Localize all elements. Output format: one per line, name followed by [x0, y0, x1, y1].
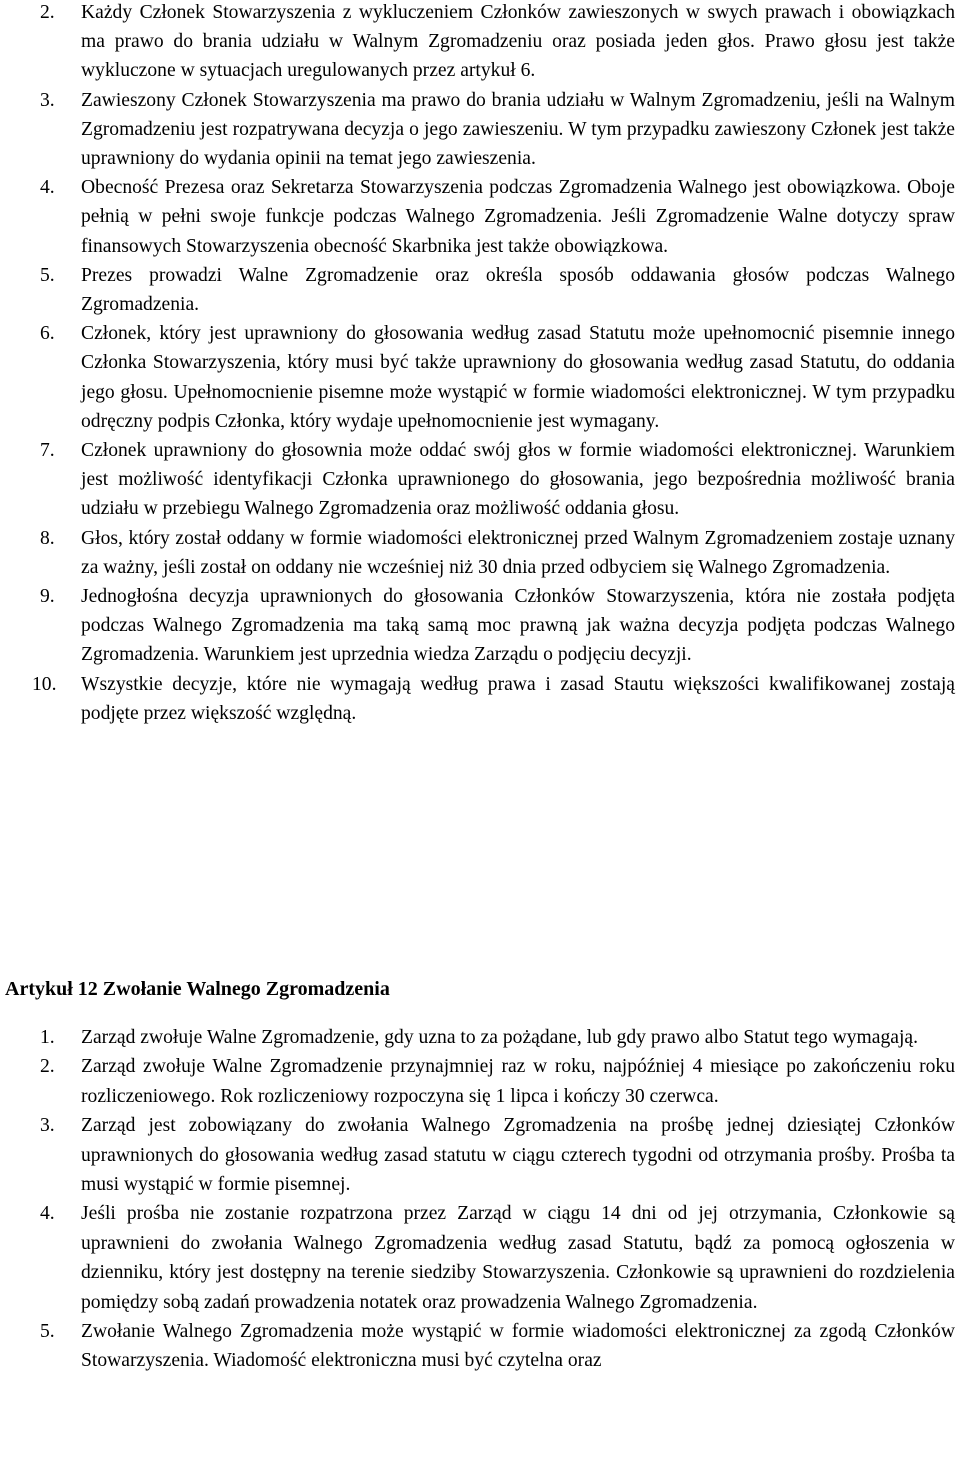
item-text: Obecność Prezesa oraz Sekretarza Stowarzyszenia podczas Zgromadzenia Walnego jest obowiązkowa. Oboje pełnią w pełni swoje funkcje podczas Walnego Zgromadzenia. Jeśli Zgromadzenie Walne dotyczy spraw finansowych Stowarzyszenia obecność Skarbnika jest także obowiązkowa.: [81, 177, 955, 257]
item-number: 10.: [32, 673, 57, 695]
item-number: 3.: [40, 89, 55, 111]
item-number: 5.: [40, 1321, 55, 1343]
item-number: 2.: [40, 2, 55, 23]
item-number: 9.: [40, 586, 55, 608]
article-heading: Artykuł 12 Zwołanie Walnego Zgromadzenia: [5, 978, 390, 1000]
item-text: Zarząd jest zobowiązany do zwołania Walnego Zgromadzenia na prośbę jednej dziesiątej Członków uprawnionych do głosowania według zasad statutu w ciągu czterech tygodni od otrzymania prośby. Prośba ta musi wystąpić w formie pisemnej.: [81, 1115, 955, 1196]
list-item: [0, 582, 960, 670]
item-text: Prezes prowadzi Walne Zgromadzenie oraz określa sposób oddawania głosów podczas Walnego Zgromadzenia.: [81, 264, 955, 316]
item-text: Zarząd zwołuje Walne Zgromadzenie, gdy uzna to za pożądane, lub gdy prawo albo Statut tego wymagają.: [81, 1027, 919, 1048]
list-item: [0, 436, 960, 524]
item-number: 5.: [40, 264, 55, 286]
item-number: 7.: [40, 440, 55, 462]
item-number: 1.: [40, 1027, 55, 1048]
item-text: Zawieszony Członek Stowarzyszenia ma prawo do brania udziału w Walnym Zgromadzeniu, jeśli na Walnym Zgromadzeniu jest rozpatrywana decyzja o jego zawieszeniu. W tym przypadku zawieszony Członek jest także uprawniony do wydania opinii na temat jego zawieszenia.: [81, 89, 955, 170]
item-number: 3.: [40, 1115, 55, 1137]
item-number: 8.: [40, 527, 55, 549]
list-item: [0, 1317, 960, 1376]
list-item: [0, 173, 960, 261]
item-text: Głos, który został oddany w formie wiadomości elektronicznej przed Walnym Zgromadzeniem zostaje uznany za ważny, jeśli został on oddany nie wcześniej niż 30 dnia przed odbyciem się Walnego Zgromadzenia.: [81, 527, 955, 578]
item-number: 4.: [40, 1203, 55, 1225]
item-text: Zwołanie Walnego Zgromadzenia może wystąpić w formie wiadomości elektronicznej za zgodą Członków Stowarzyszenia. Wiadomość elektroniczna musi być czytelna oraz: [81, 1321, 955, 1372]
list-item: [0, 1199, 960, 1317]
list-item: [0, 670, 960, 728]
list-item: [0, 1023, 960, 1052]
list-item: [0, 524, 960, 582]
item-text: Członek, który jest uprawniony do głosowania według zasad Statutu może upełnomocnić pisemnie innego Członka Stowarzyszenia, który musi być także uprawniony do głosowania według zasad Statutu, do oddania jego głosu. Upełnomocnienie pisemne może wystąpić w formie wiadomości elektronicznej. W tym przypadku odręczny podpis Członka, który wydaje upełnomocnienie jest wymagany.: [81, 323, 955, 432]
item-number: 6.: [40, 323, 55, 345]
item-number: 2.: [40, 1056, 55, 1078]
list-item: [0, 86, 960, 174]
article-12-list: [0, 1023, 960, 1376]
list-item: [0, 261, 960, 319]
list-item: [0, 0, 960, 86]
item-text: Zarząd zwołuje Walne Zgromadzenie przynajmniej raz w roku, najpóźniej 4 miesiące po zakończeniu roku rozliczeniowego. Rok rozliczeniowy rozpoczyna się 1 lipca i kończy 30 czerwca.: [81, 1056, 955, 1107]
item-text: Każdy Członek Stowarzyszenia z wykluczeniem Członków zawieszonych w swych prawach i obowiązkach ma prawo do brania udziału w Walnym Zgromadzeniu oraz posiada jeden głos. Prawo głosu jest także wykluczone w sytuacjach uregulowanych przez artykuł 6.: [81, 2, 955, 82]
list-item: [0, 1111, 960, 1199]
item-text: Wszystkie decyzje, które nie wymagają według prawa i zasad Stautu większości kwalifikowanej zostają podjęte przez większość względną.: [81, 673, 955, 724]
list-item: [0, 319, 960, 436]
list-item: [0, 1052, 960, 1111]
item-text: Jednogłośna decyzja uprawnionych do głosowania Członków Stowarzyszenia, która nie została podjęta podczas Walnego Zgromadzenia ma taką samą moc prawną jak ważna decyzja podjęta podczas Walnego Zgromadzenia. Warunkiem jest uprzednia wiedza Zarządu o podjęciu decyzji.: [81, 586, 955, 666]
item-text: Członek uprawniony do głosownia może oddać swój głos w formie wiadomości elektronicznej. Warunkiem jest możliwość identyfikacji Członka uprawnionego do głosowania, jego bezpośrednia możliwość brania udziału w przebiegu Walnego Zgromadzenia oraz możliwość oddania głosu.: [81, 440, 955, 520]
article-11-list: [0, 0, 960, 728]
item-text: Jeśli prośba nie zostanie rozpatrzona przez Zarząd w ciągu 14 dni od jej otrzymania, Członkowie są uprawnieni do zwołania Walnego Zgromadzenia według zasad Statutu, bądź za pomocą ogłoszenia w dzienniku, który jest dostępny na terenie siedziby Stowarzyszenia. Członkowie są uprawnieni do rozdzielenia pomiędzy sobą zadań prowadzenia notatek oraz prowadzenia Walnego Zgromadzenia.: [81, 1203, 955, 1313]
item-number: 4.: [40, 177, 55, 199]
